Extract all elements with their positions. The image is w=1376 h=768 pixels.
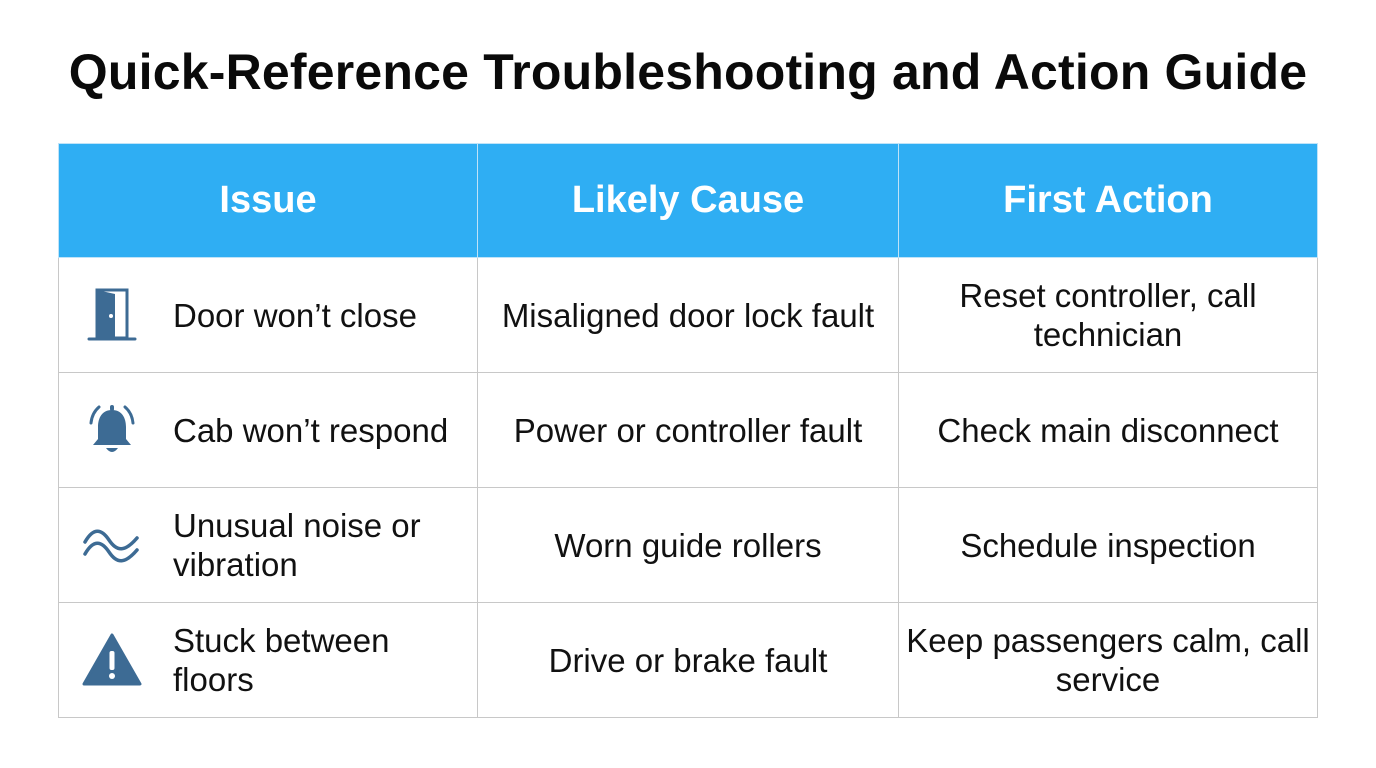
- issue-cell: [59, 373, 478, 488]
- table-row: [59, 488, 1318, 603]
- door-icon: [81, 284, 143, 346]
- action-cell: Schedule inspection: [899, 488, 1318, 603]
- issue-text: Unusual noise or vibration: [173, 507, 421, 583]
- cause-cell: Worn guide rollers: [478, 488, 899, 603]
- action-cell: Reset controller, call technician: [899, 258, 1318, 373]
- issue-text: Door won’t close: [173, 296, 417, 334]
- table-row: [59, 373, 1318, 488]
- header-issue: Issue: [59, 144, 478, 258]
- issue-text: Stuck between floors: [173, 622, 390, 698]
- issue-cell: [59, 488, 478, 603]
- action-cell: Keep passengers calm, call service: [899, 603, 1318, 718]
- troubleshooting-table: [58, 143, 1318, 718]
- issue-text: Cab won’t respond: [173, 411, 449, 449]
- table-row: [59, 258, 1318, 373]
- table-row: [59, 603, 1318, 718]
- cause-cell: Drive or brake fault: [478, 603, 899, 718]
- warning-triangle-icon: [81, 629, 143, 691]
- cause-cell: Power or controller fault: [478, 373, 899, 488]
- action-cell: Check main disconnect: [899, 373, 1318, 488]
- page-title: Quick-Reference Troubleshooting and Action Guide: [68, 44, 1308, 100]
- cause-cell: Misaligned door lock fault: [478, 258, 899, 373]
- bell-alarm-icon: [81, 399, 143, 461]
- header-likely-cause: Likely Cause: [478, 144, 899, 258]
- issue-cell: [59, 258, 478, 373]
- vibration-wave-icon: [81, 514, 143, 576]
- issue-cell: [59, 603, 478, 718]
- header-first-action: First Action: [899, 144, 1318, 258]
- table-header-row: [59, 144, 1318, 258]
